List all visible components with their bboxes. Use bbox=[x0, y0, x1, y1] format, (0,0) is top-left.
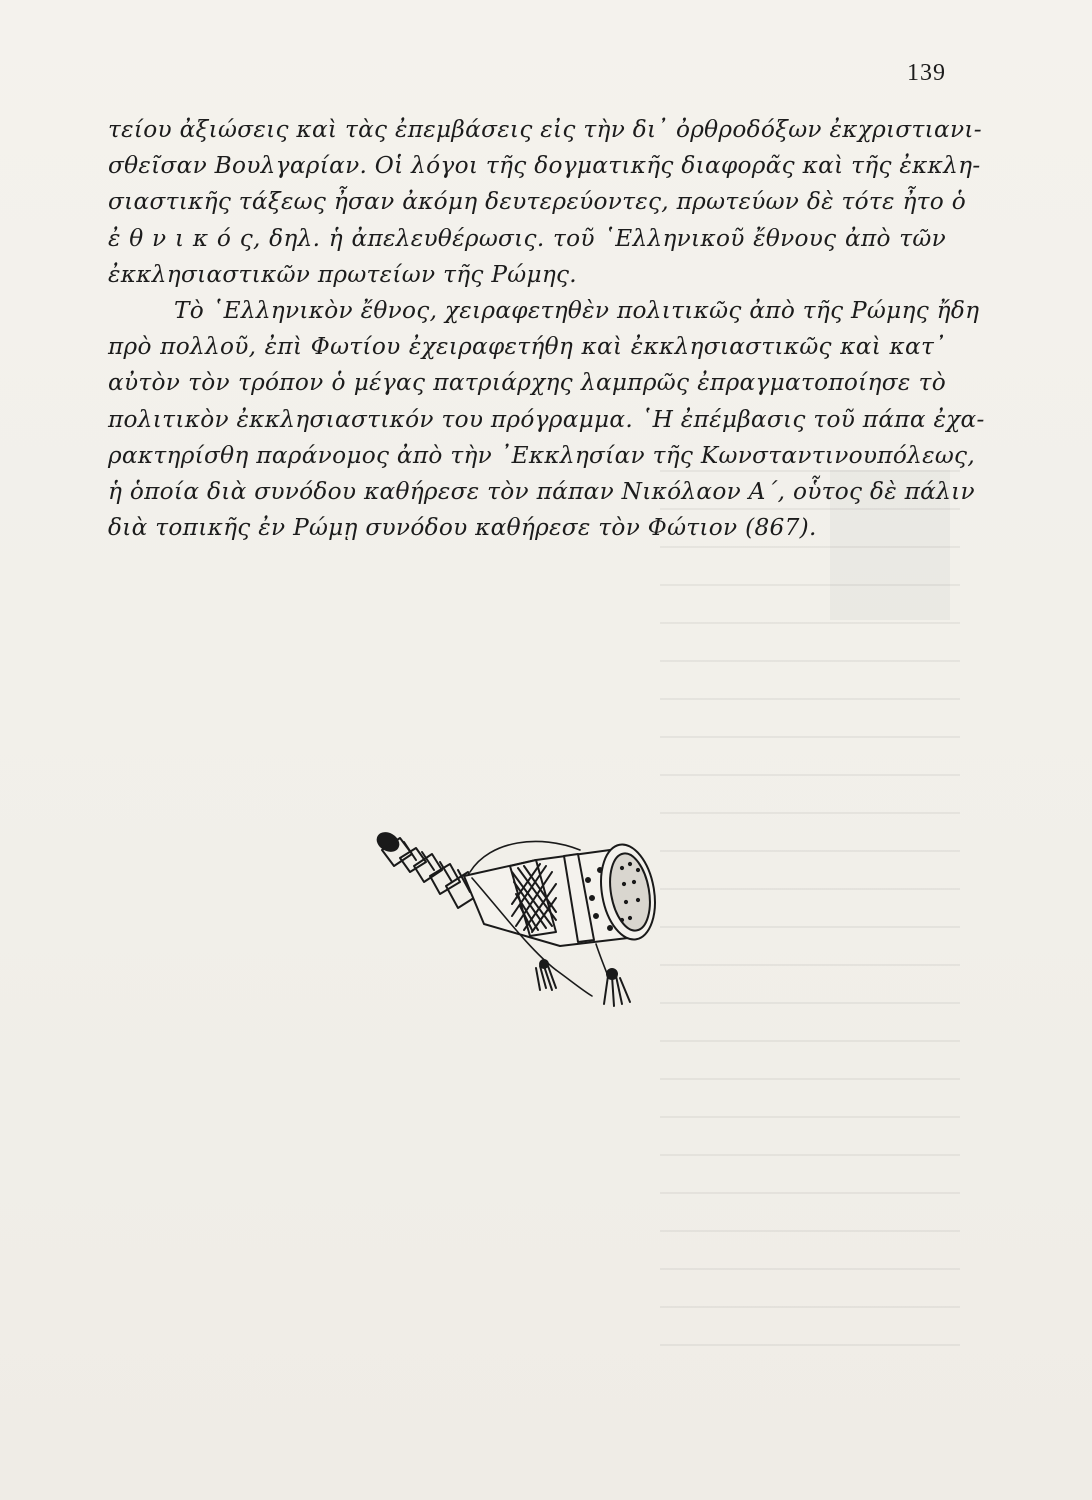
body-text bbox=[108, 112, 985, 546]
paragraph bbox=[108, 112, 982, 293]
text-line: πολιτικὸν ἐκκλησιαστικόν του πρόγραμμα. ῾Η ἐπέμβασις τοῦ πάπα ἐχα- bbox=[108, 405, 985, 433]
text-line: ἡ ὁποία διὰ συνόδου καθήρεσε τὸν πάπαν Νικόλαον Α΄, οὗτος δὲ πάλιν bbox=[108, 477, 975, 505]
text-line: τείου ἀξιώσεις καὶ τὰς ἐπεμβάσεις εἰς τὴν δι᾽ ὀρθροδόξων ἐκχριστιανι- bbox=[108, 116, 982, 143]
text-line: ρακτηρίσθη παράνομος ἀπὸ τὴν ᾿Εκκλησίαν τῆς Κωνσταντινουπόλεως, bbox=[108, 441, 975, 469]
paragraph bbox=[108, 293, 985, 546]
page-number: 139 bbox=[907, 60, 946, 86]
text-line: ἐ θ ν ι κ ό ς, δηλ. ἡ ἀπελευθέρωσις. τοῦ ῾Ελληνικοῦ ἔθνους ἀπὸ τῶν bbox=[108, 224, 946, 252]
text-line: Τὸ ῾Ελληνικὸν ἔθνος, χειραφετηθὲν πολιτικῶς ἀπὸ τῆς Ρώμης ἤδη bbox=[174, 296, 980, 324]
text-line: πρὸ πολλοῦ, ἐπὶ Φωτίου ἐχειραφετήθη καὶ ἐκκλησιαστικῶς καὶ κατ᾽ bbox=[108, 333, 946, 361]
text-line: ἐκκλησιαστικῶν πρωτείων τῆς Ρώμης. bbox=[108, 260, 577, 288]
text-line: σιαστικῆς τάξεως ἦσαν ἀκόμη δευτερεύοντες, πρωτεύων δὲ τότε ἦτο ὁ bbox=[108, 188, 966, 216]
text-line: διὰ τοπικῆς ἐν Ρώμῃ συνόδου καθήρεσε τὸν Φώτιον (867). bbox=[108, 514, 817, 542]
text-line: σθεῖσαν Βουλγαρίαν. Οἱ λόγοι τῆς δογματικῆς διαφορᾶς καὶ τῆς ἐκκλη- bbox=[108, 152, 981, 180]
horn-illustration-icon bbox=[360, 820, 680, 1020]
text-line: αὐτὸν τὸν τρόπον ὁ μέγας πατριάρχης λαμπρῶς ἐπραγματοποίησε τὸ bbox=[108, 369, 946, 397]
